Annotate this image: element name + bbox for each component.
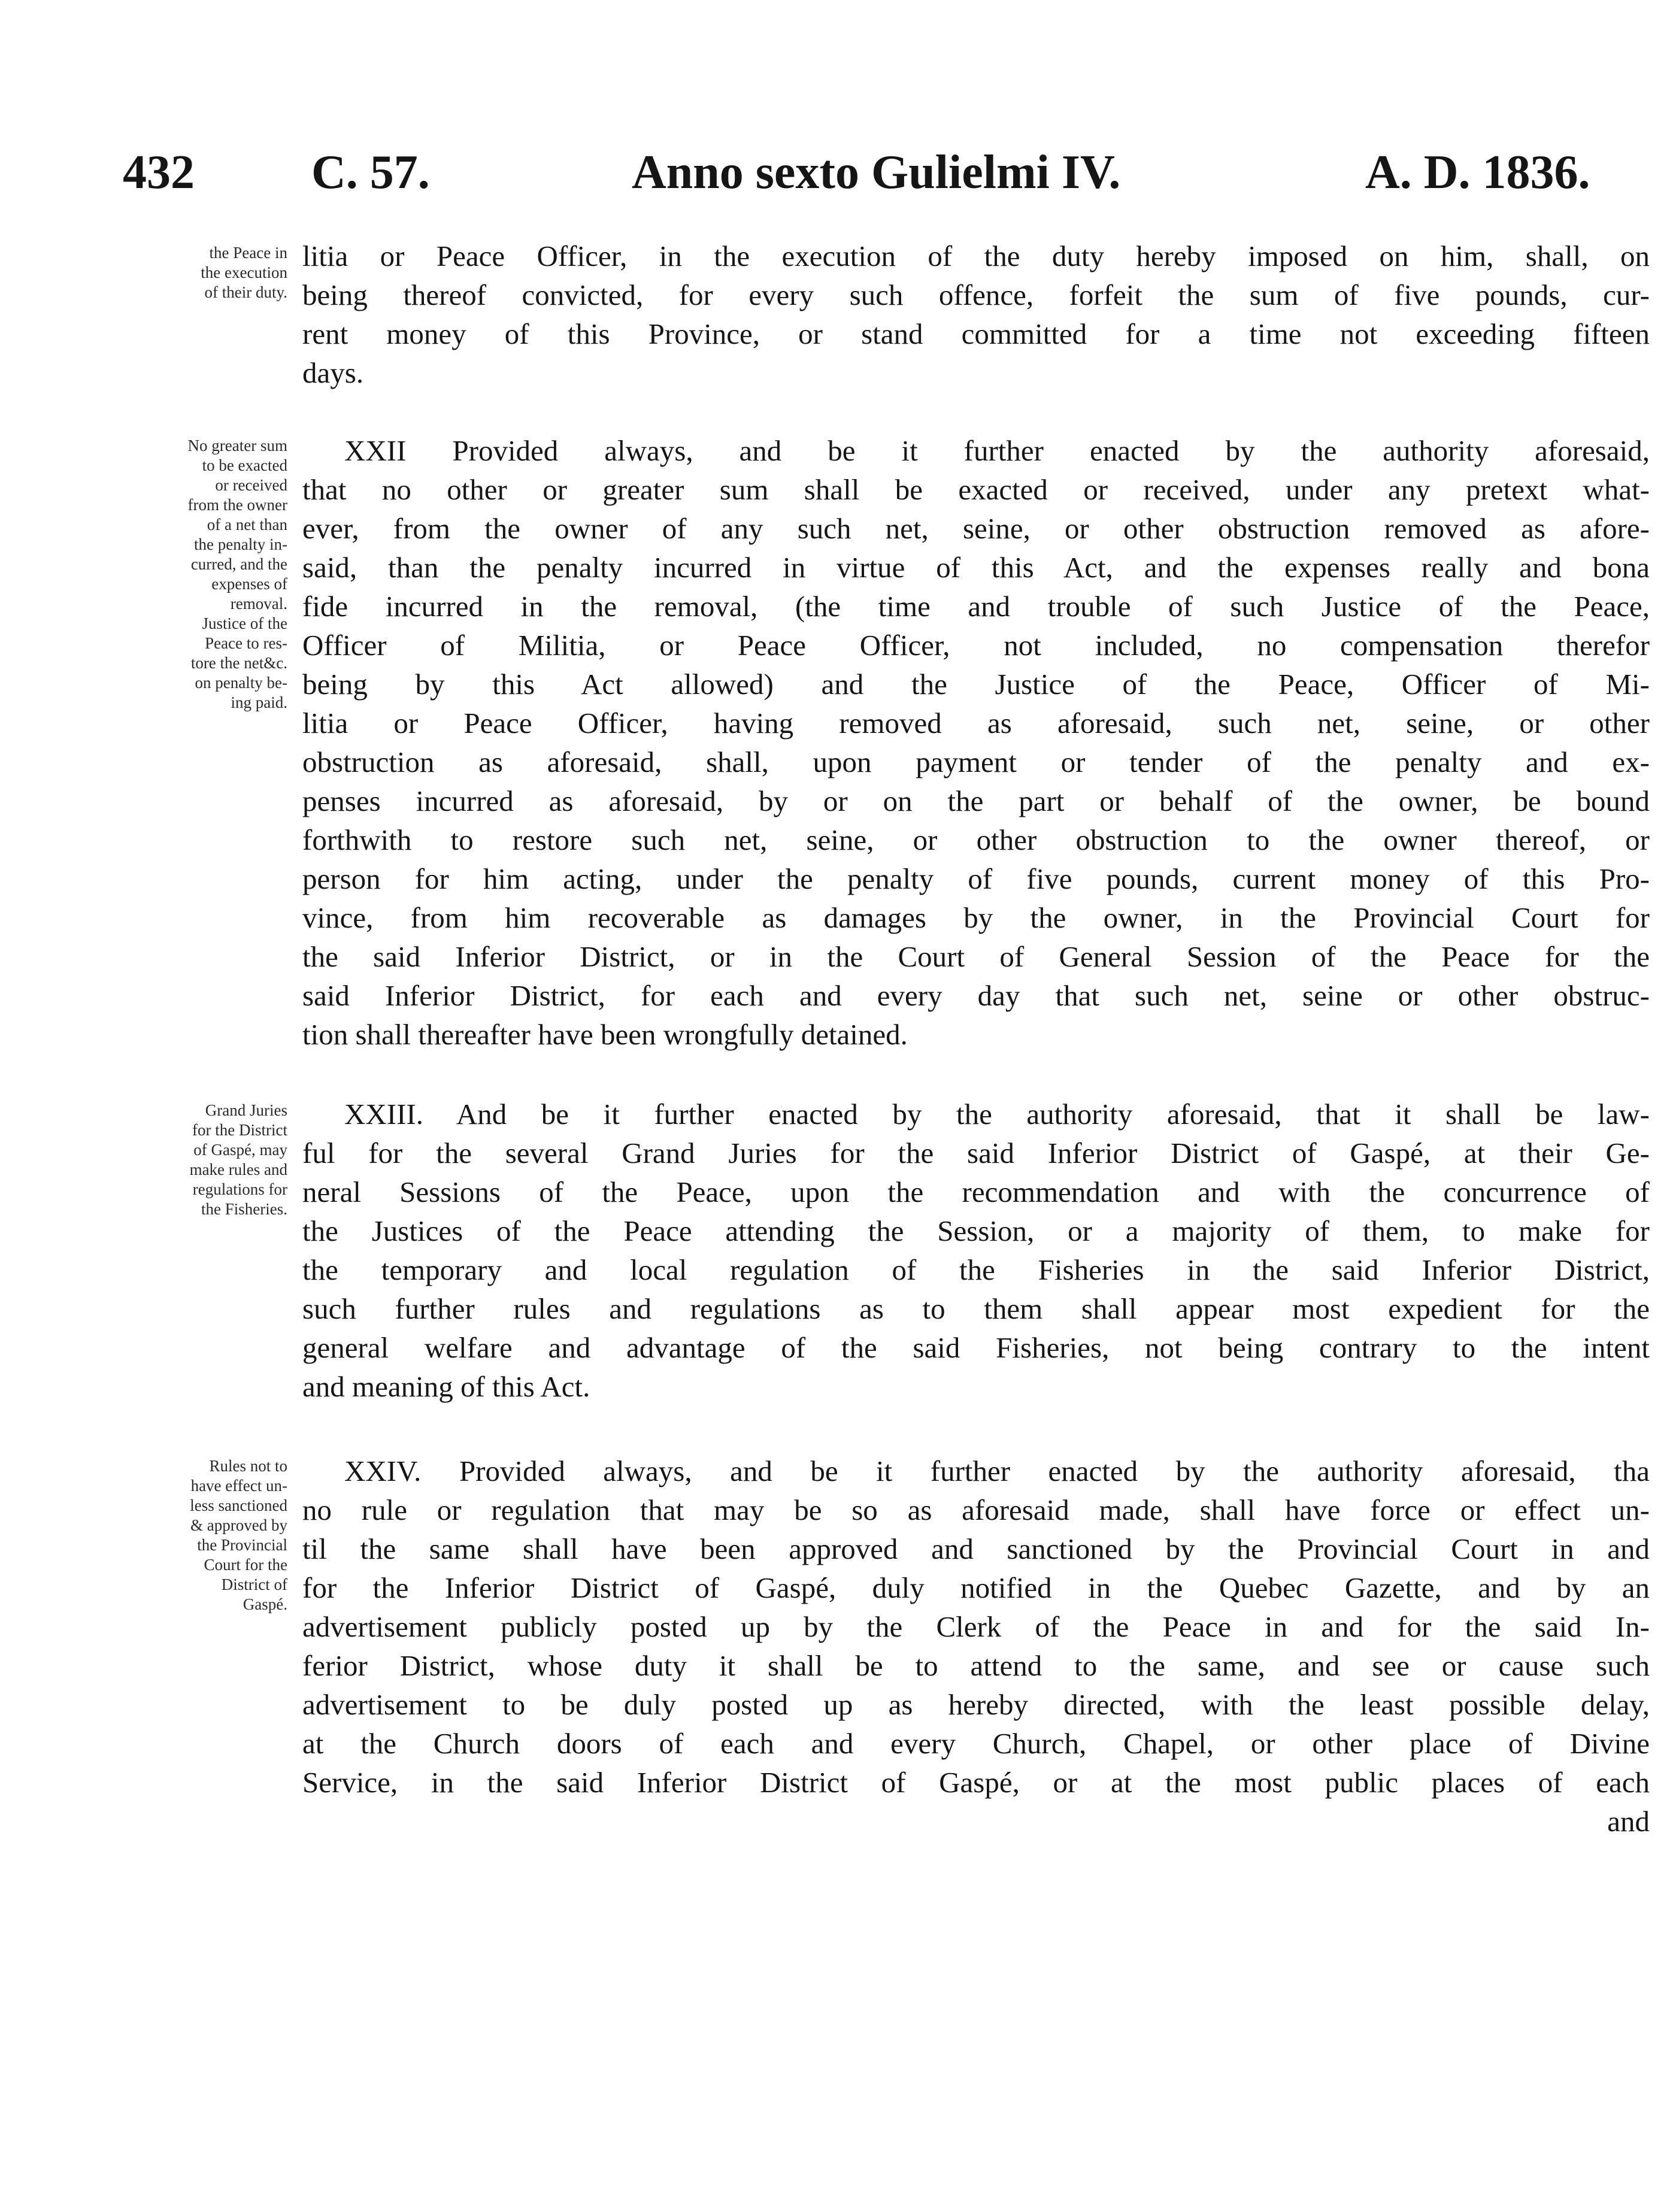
text-line: general welfare and advantage of the said Fisheries, not being contrary to the intent [302, 1331, 1650, 1364]
text-line: the temporary and local regulation of the Fisheries in the said Inferior District, [302, 1253, 1650, 1286]
marginal-note-line: the Peace in [209, 244, 287, 262]
section-xxiv [302, 1452, 1650, 1841]
running-header [0, 143, 1676, 208]
text-line: penses incurred as aforesaid, by or on the part or behalf of the owner, be bound [302, 784, 1650, 817]
marginal-note [120, 436, 287, 713]
marginal-note-line: have effect un- [190, 1477, 287, 1495]
text-line: ever, from the owner of any such net, seine, or other obstruction removed as afore- [302, 512, 1650, 545]
marginal-note-line: Justice of the [202, 614, 287, 632]
text-line: vince, from him recoverable as damages by the owner, in the Provincial Court for [302, 901, 1650, 934]
marginal-note-line: of Gaspé, may [193, 1141, 287, 1159]
page-number: 432 [123, 146, 195, 199]
catchword: and [1607, 1805, 1650, 1838]
marginal-note-line: Rules not to [209, 1457, 287, 1475]
marginal-note-line: make rules and [189, 1160, 287, 1178]
marginal-note-line: the penalty in- [194, 535, 287, 553]
regnal-year-title: Anno sexto Gulielmi IV. [632, 146, 1121, 199]
text-line: neral Sessions of the Peace, upon the recommendation and with the concurrence of [302, 1175, 1650, 1208]
text-line: advertisement publicly posted up by the Clerk of the Peace in and for the said In- [302, 1610, 1650, 1643]
marginal-note-line: to be exacted [202, 456, 287, 474]
marginal-note-line: Gaspé. [243, 1595, 287, 1613]
text-line: ful for the several Grand Juries for the said Inferior District of Gaspé, at their Ge- [302, 1137, 1650, 1169]
marginal-note-line: Peace to res- [205, 634, 287, 652]
section-xxiii [302, 1095, 1650, 1406]
text-line: obstruction as aforesaid, shall, upon payment or tender of the penalty and ex- [302, 746, 1650, 778]
marginal-note-line: of a net than [207, 516, 287, 534]
marginal-note [120, 1456, 287, 1614]
text-line: days. [302, 356, 364, 389]
marginal-note [120, 243, 287, 302]
marginal-note-line: removal. [230, 595, 287, 613]
text-line: XXIV. Provided always, and be it further enacted by the authority aforesaid, tha [344, 1455, 1650, 1487]
text-line: and meaning of this Act. [302, 1370, 590, 1403]
marginal-note-line: curred, and the [190, 555, 287, 573]
marginal-note-line: from the owner [187, 496, 287, 514]
text-line: the said Inferior District, or in the Court of General Session of the Peace for the [302, 940, 1650, 973]
text-line: that no other or greater sum shall be exacted or received, under any pretext what- [302, 473, 1650, 506]
marginal-note-line: District of [221, 1575, 287, 1593]
marginal-note-line: tore the net&c. [190, 654, 287, 672]
text-line: ferior District, whose duty it shall be to attend to the same, and see or cause such [302, 1649, 1650, 1682]
text-line: Service, in the said Inferior District of Gaspé, or at the most public places of each [302, 1766, 1650, 1799]
chapter-number: C. 57. [311, 146, 430, 199]
text-line: tion shall thereafter have been wrongfully detained. [302, 1018, 908, 1051]
text-line: said, than the penalty incurred in virtue of this Act, and the expenses really and bona [302, 551, 1650, 584]
marginal-note-line: on penalty be- [195, 674, 287, 692]
marginal-note-line: the Provincial [197, 1536, 287, 1554]
paragraph-continuation [302, 237, 1650, 392]
text-line: no rule or regulation that may be so as aforesaid made, shall have force or effect un- [302, 1493, 1650, 1526]
marginal-note-line: less sanctioned [190, 1496, 287, 1514]
calendar-year: A. D. 1836. [1365, 146, 1590, 199]
text-line: said Inferior District, for each and every day that such net, seine or other obstruc- [302, 979, 1650, 1012]
marginal-note-line: the Fisheries. [201, 1200, 287, 1218]
marginal-note-line: expenses of [211, 575, 287, 593]
marginal-note-line: or received [215, 476, 287, 494]
text-line: advertisement to be duly posted up as hereby directed, with the least possible delay, [302, 1688, 1650, 1721]
text-line: til the same shall have been approved and sanctioned by the Provincial Court in and [302, 1532, 1650, 1565]
marginal-note-line: for the District [192, 1121, 287, 1139]
marginal-note-line: & approved by [190, 1516, 287, 1534]
marginal-note-line: No greater sum [187, 437, 287, 454]
marginal-note-line: ing paid. [231, 693, 287, 711]
text-line: litia or Peace Officer, in the execution of the duty hereby imposed on him, shall, on [302, 240, 1650, 272]
marginal-note [120, 1101, 287, 1219]
text-line: litia or Peace Officer, having removed as aforesaid, such net, seine, or other [302, 707, 1650, 740]
text-line: XXII Provided always, and be it further enacted by the authority aforesaid, [344, 434, 1650, 467]
text-line: XXIII. And be it further enacted by the authority aforesaid, that it shall be law- [344, 1098, 1650, 1131]
marginal-note-line: regulations for [192, 1180, 287, 1198]
marginal-note-line: Grand Juries [205, 1101, 287, 1119]
text-line: rent money of this Province, or stand committed for a time not exceeding fifteen [302, 317, 1650, 350]
section-xxii [302, 431, 1650, 1054]
text-line: being thereof convicted, for every such offence, forfeit the sum of five pounds, cur- [302, 278, 1650, 311]
text-line: Officer of Militia, or Peace Officer, not included, no compensation therefor [302, 629, 1650, 662]
text-line: at the Church doors of each and every Church, Chapel, or other place of Divine [302, 1727, 1650, 1760]
marginal-note-line: Court for the [204, 1556, 287, 1574]
text-line: forthwith to restore such net, seine, or other obstruction to the owner thereof, or [302, 823, 1650, 856]
text-line: for the Inferior District of Gaspé, duly notified in the Quebec Gazette, and by an [302, 1571, 1650, 1604]
text-line: person for him acting, under the penalty of five pounds, current money of this Pro- [302, 862, 1650, 895]
text-line: being by this Act allowed) and the Justice of the Peace, Officer of Mi- [302, 668, 1650, 701]
marginal-note-line: of their duty. [204, 283, 287, 301]
text-line: such further rules and regulations as to them shall appear most expedient for the [302, 1292, 1650, 1325]
marginal-note-line: the execution [201, 263, 287, 281]
text-line: the Justices of the Peace attending the Session, or a majority of them, to make for [302, 1214, 1650, 1247]
text-line: fide incurred in the removal, (the time and trouble of such Justice of the Peace, [302, 590, 1650, 623]
